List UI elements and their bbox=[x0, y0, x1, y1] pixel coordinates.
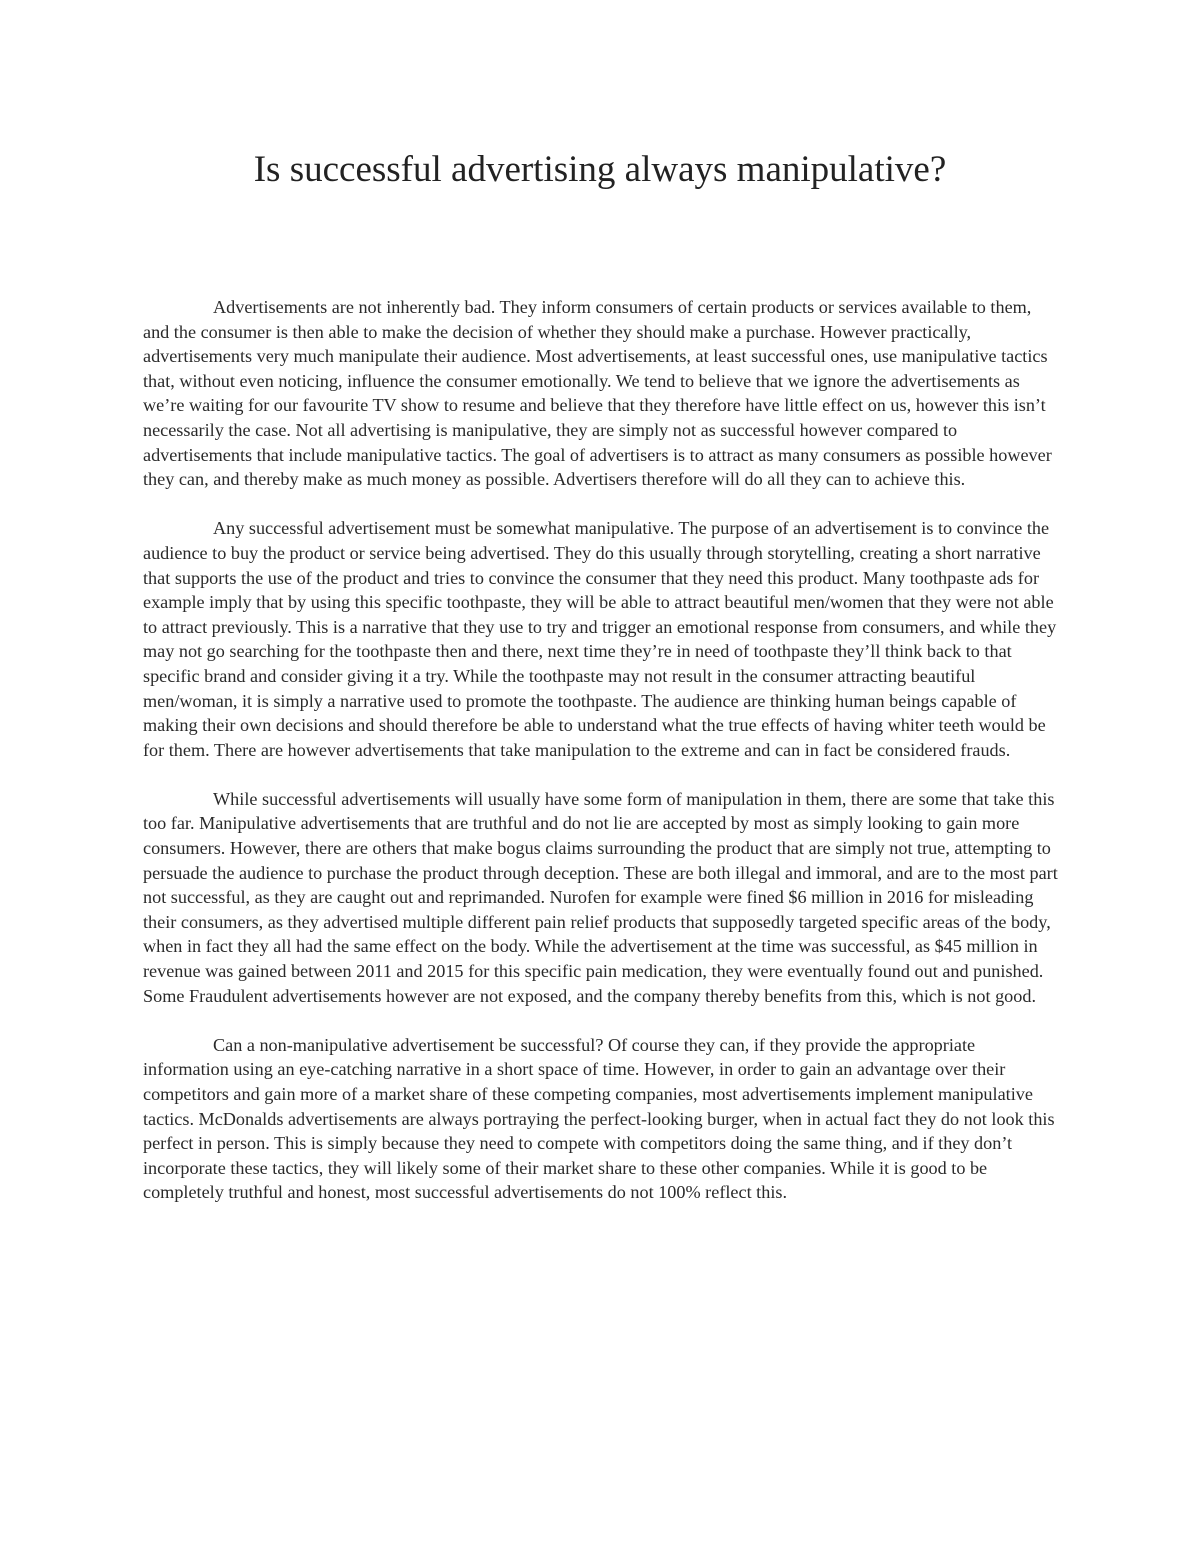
paragraph-1: Advertisements are not inherently bad. They inform consumers of certain products or services available to them, and the consumer is then able to make the decision of whether they should make a purchase. However practically, advertisements very much manipulate their audience. Most advertisements, at least successful ones, use manipulative tactics that, without even noticing, influence the consumer emotionally. We tend to believe that we ignore the advertisements as we’re waiting for our favourite TV show to resume and believe that they therefore have little effect on us, however this isn’t necessarily the case. Not all advertising is manipulative, they are simply not as successful however compared to advertisements that include manipulative tactics. The goal of advertisers is to attract as many consumers as possible however they can, and thereby make as much money as possible. Advertisers therefore will do all they can to achieve this. bbox=[143, 297, 1052, 490]
paragraph-2: Any successful advertisement must be somewhat manipulative. The purpose of an advertisement is to convince the audience to buy the product or service being advertised. They do this usually through storytelling, creating a short narrative that supports the use of the product and tries to convince the consumer that they need this product. Many toothpaste ads for example imply that by using this specific toothpaste, they will be able to attract beautiful men/women that they were not able to attract previously. This is a narrative that they use to try and trigger an emotional response from consumers, and while they may not go searching for the toothpaste then and there, next time they’re in need of toothpaste they’ll think back to that specific brand and consider giving it a try. While the toothpaste may not result in the consumer attracting beautiful men/woman, it is simply a narrative used to promote the toothpaste. The audience are thinking human beings capable of making their own decisions and should therefore be able to understand what the true effects of having whiter teeth would be for them. There are however advertisements that take manipulation to the extreme and can in fact be considered frauds. bbox=[143, 518, 1057, 760]
paragraph-3: While successful advertisements will usually have some form of manipulation in them, there are some that take this too far. Manipulative advertisements that are truthful and do not lie are accepted by most as simply looking to gain more consumers. However, there are others that make bogus claims surrounding the product that are simply not true, attempting to persuade the audience to purchase the product through deception. These are both illegal and immoral, and are to the most part not successful, as they are caught out and reprimanded. Nurofen for example were fined $6 million in 2016 for misleading their consumers, as they advertised multiple different pain relief products that supposedly targeted specific areas of the body, when in fact they all had the same effect on the body. While the advertisement at the time was successful, as $45 million in revenue was gained between 2011 and 2015 for this specific pain medication, they were eventually found out and punished. Some Fraudulent advertisements however are not exposed, and the company thereby benefits from this, which is not good. bbox=[143, 788, 1058, 1006]
paragraph-4: Can a non-manipulative advertisement be successful? Of course they can, if they provide the appropriate information using an eye-catching narrative in a short space of time. However, in order to gain an advantage over their competitors and gain more of a market share of these competing companies, most advertisements implement manipulative tactics. McDonalds advertisements are always portraying the perfect-looking burger, when in actual fact they do not look this perfect in person. This is simply because they need to compete with competitors doing the same thing, and if they don’t incorporate these tactics, they will likely some of their market share to these other companies. While it is good to be completely truthful and honest, most successful advertisements do not 100% reflect this. bbox=[143, 1034, 1055, 1203]
document-title: Is successful advertising always manipulative? bbox=[253, 149, 947, 190]
document-body bbox=[143, 295, 1061, 1230]
